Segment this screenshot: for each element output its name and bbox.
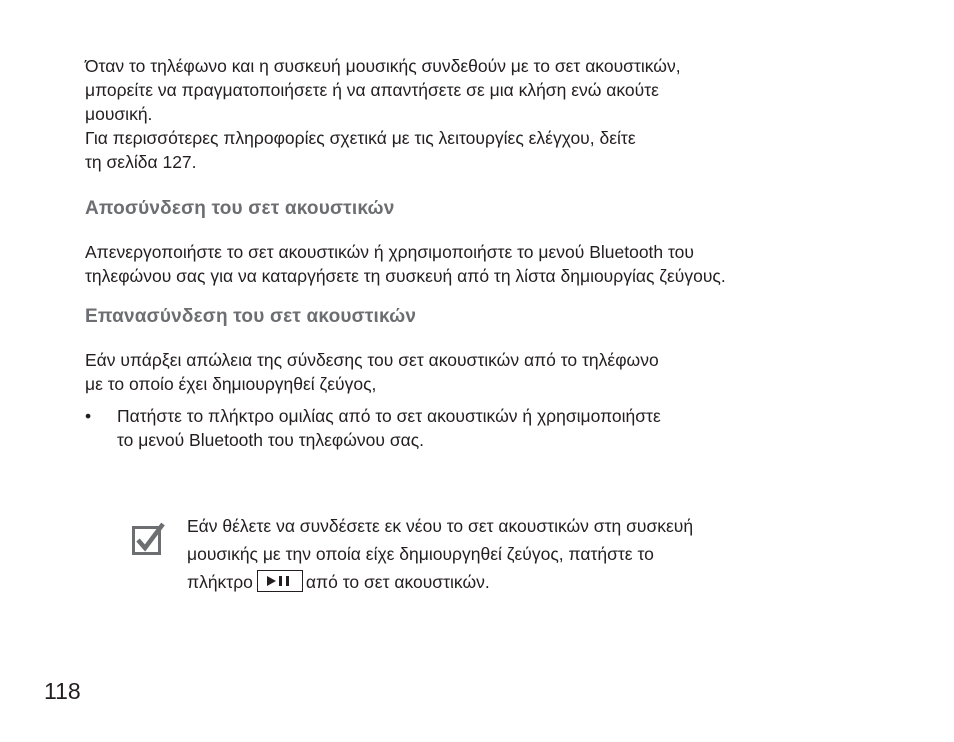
reconnect-line-2: με το οποίο έχει δημιουργηθεί ζεύγος, (85, 374, 377, 394)
disconnect-paragraph (85, 240, 885, 288)
intro-paragraph (85, 54, 885, 174)
note-line-2: μουσικής με την οποία είχε δημιουργηθεί ζεύγος, πατήστε το (187, 544, 654, 564)
note-line-1: Εάν θέλετε να συνδέσετε εκ νέου το σετ ακουστικών στη συσκευή (187, 516, 694, 536)
intro-line-1: Όταν το τηλέφωνο και η συσκευή μουσικής συνδεθούν με το σετ ακουστικών, (85, 56, 681, 76)
intro-line-5: τη σελίδα 127. (85, 152, 197, 172)
page-content (85, 54, 885, 452)
reconnect-paragraph (85, 348, 885, 396)
note-line-3-after: από το σετ ακουστικών. (305, 572, 490, 592)
note-box (132, 512, 852, 596)
intro-line-2: μπορείτε να πραγματοποιήσετε ή να απαντήσετε σε μια κλήση ενώ ακούτε (85, 80, 659, 100)
bullet-line-2: το μενού Bluetooth του τηλεφώνου σας. (117, 430, 425, 450)
play-pause-key-icon (257, 570, 303, 592)
disconnect-line-2: τηλεφώνου σας για να καταργήσετε τη συσκευή από τη λίστα δημιουργίας ζεύγους. (85, 266, 726, 286)
note-line-3-before: πλήκτρο (187, 572, 253, 592)
bullet-item (85, 404, 885, 452)
disconnect-line-1: Απενεργοποιήστε το σετ ακουστικών ή χρησιμοποιήστε το μενού Bluetooth του (85, 242, 694, 262)
section-heading-disconnect: Αποσύνδεση του σετ ακουστικών (85, 198, 395, 219)
bullet-dot: • (85, 406, 92, 426)
bullet-line-1: Πατήστε το πλήκτρο ομιλίας από το σετ ακουστικών ή χρησιμοποιήστε (117, 406, 661, 426)
checkbox-check-icon (132, 522, 166, 556)
section-heading-reconnect: Επανασύνδεση του σετ ακουστικών (85, 306, 417, 327)
note-text (187, 512, 852, 596)
page-number: 118 (44, 678, 81, 704)
reconnect-line-1: Εάν υπάρξει απώλεια της σύνδεσης του σετ ακουστικών από το τηλέφωνο (85, 350, 659, 370)
intro-line-4: Για περισσότερες πληροφορίες σχετικά με τις λειτουργίες ελέγχου, δείτε (85, 128, 636, 148)
intro-line-3: μουσική. (85, 104, 153, 124)
